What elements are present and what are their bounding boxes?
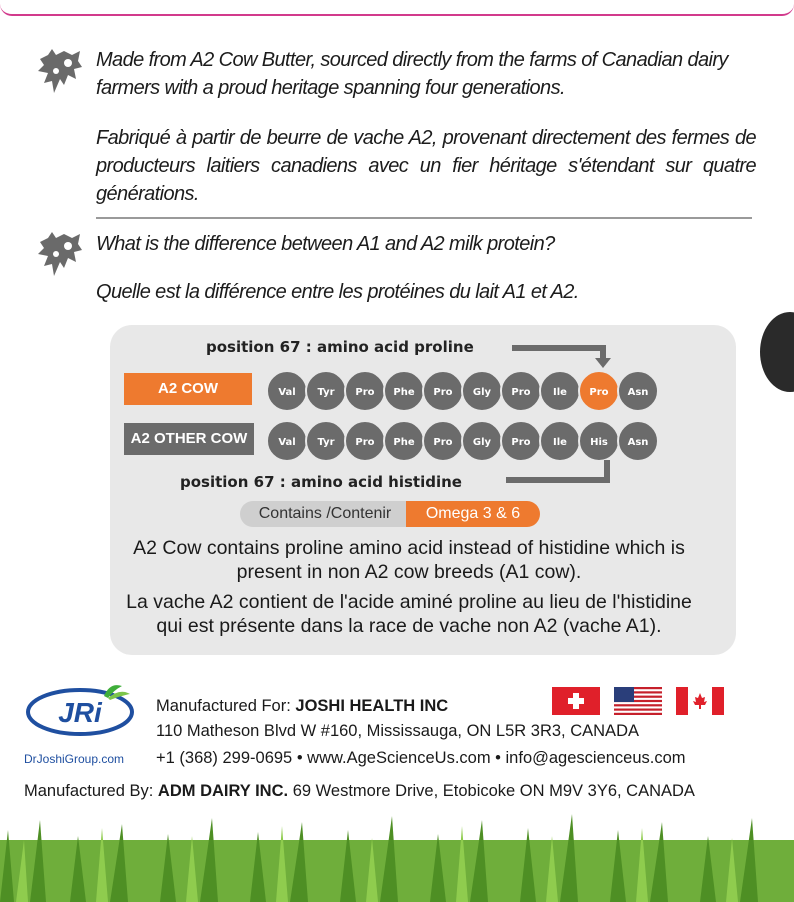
manufactured-by-line [24,782,695,801]
a2-cow-tag: A2 COW [124,373,252,405]
amino-bead-pro: Pro [422,370,464,412]
amino-bead-asn: Asn [617,370,659,412]
amino-bead-val: Val [266,370,308,412]
top-border-frame [0,0,794,16]
amino-bead-pro: Pro [578,370,620,412]
amino-bead-pro: Pro [500,420,542,462]
jri-logo [24,680,146,738]
amino-bead-tyr: Tyr [305,420,347,462]
amino-bead-gly: Gly [461,370,503,412]
amino-bead-gly: Gly [461,420,503,462]
proline-arrow [512,340,620,370]
explanation-fr-line2: qui est présente dans la race de vache non A2 (vache A1). [156,615,662,637]
amino-bead-phe: Phe [383,420,425,462]
explanation-en-line2: present in non A2 cow breeds (A1 cow). [236,561,582,583]
logo-site: DrJoshiGroup.com [24,752,125,766]
explanation-fr-line1: La vache A2 contient de l'acide aminé proline au lieu de l'histidine [126,591,692,613]
company-address: 110 Matheson Blvd W #160, Mississauga, ON L5R 3R3, CANADA [156,722,639,740]
mfd-by-prefix: Manufactured By: [24,782,154,800]
swiss-flag-icon [552,687,600,715]
cow-map-icon [34,228,86,280]
position-label-proline: position 67 : amino acid proline [206,338,474,356]
amino-bead-pro: Pro [344,420,386,462]
manufactured-for-line [156,697,448,716]
amino-bead-phe: Phe [383,370,425,412]
dog-ear-image [760,312,794,392]
amino-bead-tyr: Tyr [305,370,347,412]
mfd-for-name: JOSHI HEALTH INC [295,697,449,715]
canada-flag-icon [676,687,724,715]
amino-bead-ile: Ile [539,370,581,412]
contact-line: +1 (368) 299-0695 • www.AgeScienceUs.com • info@agescienceus.com [156,749,686,767]
contains-label: Contains /Contenir [240,501,410,527]
question-english: What is the difference between A1 and A2 milk protein? [96,233,555,255]
amino-bead-pro: Pro [344,370,386,412]
grass-decoration [0,800,794,902]
mfd-for-prefix: Manufactured For: [156,697,291,715]
intro-english: Made from A2 Cow Butter, sourced directly from the farms of Canadian dairy farmers with a proud heritage spanning four generations. [96,49,728,99]
omega-badge: Omega 3 & 6 [406,501,540,527]
amino-bead-ile: Ile [539,420,581,462]
explanation-en-line1: A2 Cow contains proline amino acid instead of histidine which is [133,537,685,559]
amino-bead-pro: Pro [422,420,464,462]
amino-bead-val: Val [266,420,308,462]
a2-other-cow-tag: A2 OTHER COW [124,423,254,455]
mfd-by-name: ADM DAIRY INC. [157,782,289,800]
question-french: Quelle est la différence entre les protéines du lait A1 et A2. [96,281,579,303]
amino-bead-pro: Pro [500,370,542,412]
intro-french: Fabriqué à partir de beurre de vache A2, provenant directement des fermes de producteurs laitiers canadiens avec un fier héritage s'étendant sur quatre générations. [96,127,756,205]
logo-text: JRi [58,697,102,728]
section-divider [96,217,752,219]
amino-bead-asn: Asn [617,420,659,462]
cow-map-icon [34,45,86,97]
mfd-by-address: 69 Westmore Drive, Etobicoke ON M9V 3Y6, CANADA [292,782,695,800]
amino-bead-his: His [578,420,620,462]
histidine-arrow [506,458,614,486]
position-label-histidine: position 67 : amino acid histidine [180,473,462,491]
us-flag-icon [614,687,662,715]
